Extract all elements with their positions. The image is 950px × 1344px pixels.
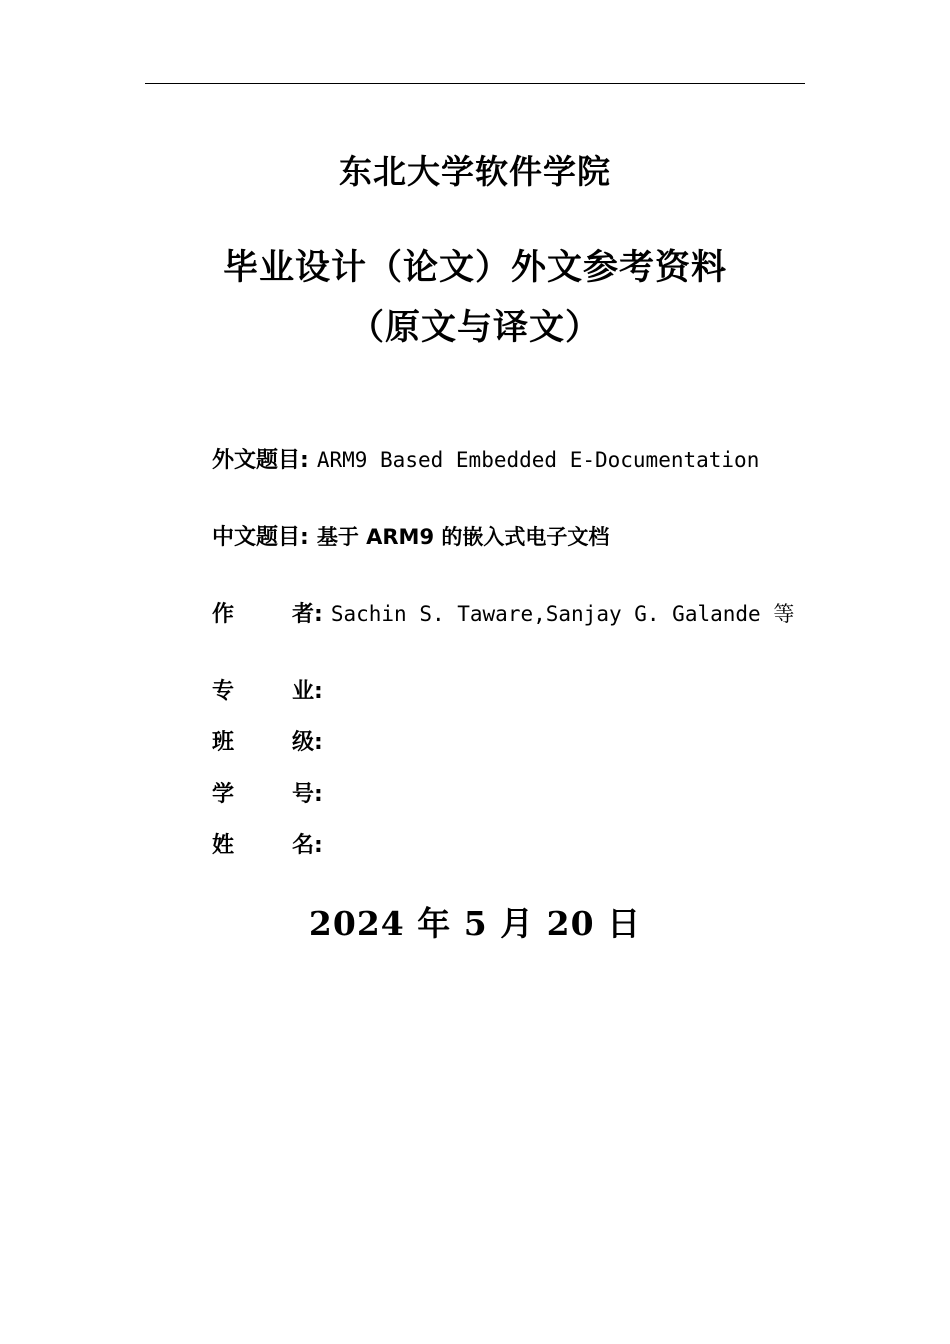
field-colon: :: [314, 730, 323, 755]
field-label-char: 专: [212, 679, 235, 704]
field-label: [212, 777, 314, 808]
field-value: ARM9 Based Embedded E-Documentation: [316, 448, 760, 472]
header-rule: [145, 83, 805, 84]
field-label-char: 作: [212, 602, 235, 627]
field-label: [212, 597, 314, 628]
field-label: [212, 725, 314, 756]
field-student-id: [212, 777, 331, 808]
field-label-char: 业: [291, 679, 314, 704]
field-value: 基于 ARM9 的嵌入式电子文档: [316, 525, 610, 549]
field-label-char: 姓: [212, 833, 235, 858]
field-colon: :: [300, 448, 309, 473]
field-value: Sachin S. Taware,Sanjay G. Galande 等: [330, 602, 795, 626]
field-label: 中文题目: [212, 525, 301, 550]
field-label: 外文题目: [212, 448, 301, 473]
field-name: [212, 828, 331, 859]
field-author: [212, 597, 794, 628]
field-label-char: 号: [291, 782, 314, 807]
field-colon: :: [314, 782, 323, 807]
field-label-char: 学: [212, 782, 235, 807]
field-colon: :: [314, 679, 323, 704]
school-name: 东北大学软件学院: [339, 152, 611, 191]
field-label-char: 者: [291, 602, 314, 627]
field-label: [212, 674, 314, 705]
field-colon: :: [314, 602, 323, 627]
field-major: [212, 674, 331, 705]
document-date: 2024 年 5 月 20 日: [308, 904, 642, 943]
field-label: [212, 828, 314, 859]
field-label-char: 名: [291, 833, 314, 858]
field-class: [212, 725, 331, 756]
document-title: 毕业设计（论文）外文参考资料: [222, 247, 727, 288]
document-subtitle: （原文与译文）: [348, 307, 601, 348]
field-colon: :: [314, 833, 323, 858]
field-chinese-title: [212, 520, 609, 551]
field-colon: :: [300, 525, 309, 550]
field-foreign-title: [212, 443, 759, 474]
field-label-char: 级: [291, 730, 314, 755]
field-label-char: 班: [212, 730, 235, 755]
